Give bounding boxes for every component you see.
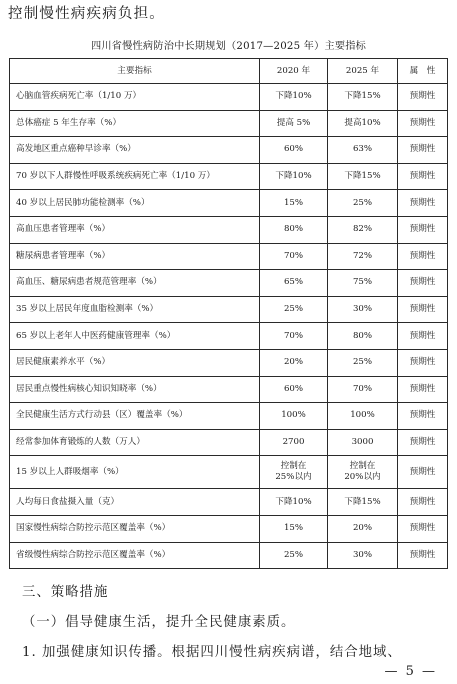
indicator-cell: 居民健康素养水平（%） [10,349,260,376]
table-row [10,137,448,164]
attribute-cell: 预期性 [398,270,448,297]
table-row [10,163,448,190]
attribute-cell: 预期性 [398,542,448,569]
indicator-cell: 省级慢性病综合防控示范区覆盖率（%） [10,542,260,569]
value-2025-cell: 25% [328,190,398,217]
table-row [10,403,448,430]
value-2025-cell: 3000 [328,429,398,456]
table-row [10,84,448,111]
table-row [10,243,448,270]
value-2025-cell: 20% [328,515,398,542]
value-2020-cell: 60% [260,137,328,164]
value-2020-cell: 80% [260,216,328,243]
attribute-cell: 预期性 [398,403,448,430]
indicator-cell: 高血压患者管理率（%） [10,216,260,243]
indicator-cell: 全民健康生活方式行动县（区）覆盖率（%） [10,403,260,430]
attribute-cell: 预期性 [398,163,448,190]
attribute-cell: 预期性 [398,137,448,164]
value-2025-cell: 70% [328,376,398,403]
table-row [10,456,448,489]
table-row [10,216,448,243]
value-2020-cell: 下降10% [260,84,328,111]
attribute-cell: 预期性 [398,296,448,323]
value-2025-cell: 提高10% [328,110,398,137]
indicator-cell: 经常参加体育锻炼的人数（万人） [10,429,260,456]
attribute-cell: 预期性 [398,190,448,217]
table-header-row [10,59,448,84]
value-2020-cell: 15% [260,515,328,542]
indicator-cell: 糖尿病患者管理率（%） [10,243,260,270]
value-2025-cell [328,456,398,489]
indicator-cell: 70 岁以下人群慢性呼吸系统疾病死亡率（1/10 万） [10,163,260,190]
value-2025-cell: 72% [328,243,398,270]
value-2020-cell: 70% [260,243,328,270]
page-number: — 5 — [384,664,437,679]
section-heading: 三、策略措施 [22,585,109,600]
table-row [10,190,448,217]
table-row [10,515,448,542]
value-2020-cell: 25% [260,296,328,323]
attribute-cell: 预期性 [398,323,448,350]
value-2020-cell: 25% [260,542,328,569]
value-2020-cell: 100% [260,403,328,430]
attribute-cell: 预期性 [398,349,448,376]
value-2025-cell: 下降15% [328,84,398,111]
value-2020-cell: 70% [260,323,328,350]
value-2025-cell: 下降15% [328,163,398,190]
indicators-table [9,58,448,569]
value-2020-cell: 20% [260,349,328,376]
indicator-cell: 人均每日食盐摄入量（克） [10,489,260,516]
header-2025: 2025 年 [328,59,398,84]
attribute-cell: 预期性 [398,456,448,489]
value-2020-line-2: 25%以内 [275,472,312,483]
header-attribute: 属 性 [398,59,448,84]
attribute-cell: 预期性 [398,84,448,111]
value-2025-cell: 80% [328,323,398,350]
intro-text: 控制慢性病疾病负担。 [8,6,165,22]
table-row [10,296,448,323]
indicator-cell: 心脑血管疾病死亡率（1/10 万） [10,84,260,111]
attribute-cell: 预期性 [398,489,448,516]
indicator-cell: 35 岁以上居民年度血脂检测率（%） [10,296,260,323]
value-2025-cell: 30% [328,542,398,569]
value-2020-cell: 下降10% [260,163,328,190]
subsection-heading: （一）倡导健康生活，提升全民健康素质。 [22,615,296,630]
table-row [10,489,448,516]
value-2020-cell: 2700 [260,429,328,456]
value-2025-cell: 下降15% [328,489,398,516]
value-2025-line-1: 控制在 [349,461,376,472]
table-row [10,376,448,403]
value-2020-cell [260,456,328,489]
table-row [10,323,448,350]
value-2020-line-1: 控制在 [280,461,307,472]
value-2020-cell: 提高 5% [260,110,328,137]
indicator-cell: 居民重点慢性病核心知识知晓率（%） [10,376,260,403]
attribute-cell: 预期性 [398,243,448,270]
table-title: 四川省慢性病防治中长期规划（2017—2025 年）主要指标 [90,41,367,52]
value-2025-cell: 100% [328,403,398,430]
table-row [10,270,448,297]
value-2020-cell: 下降10% [260,489,328,516]
body-text: 1. 加强健康知识传播。根据四川慢性病疾病谱，结合地域、 [22,645,402,660]
value-2020-cell: 65% [260,270,328,297]
value-2020-cell: 60% [260,376,328,403]
indicator-cell: 40 岁以上居民肺功能检测率（%） [10,190,260,217]
header-indicator: 主要指标 [10,59,260,84]
table-row [10,110,448,137]
value-2025-line-2: 20%以内 [344,472,381,483]
value-2025-cell: 82% [328,216,398,243]
value-2020-cell: 15% [260,190,328,217]
indicator-cell: 国家慢性病综合防控示范区覆盖率（%） [10,515,260,542]
table-row [10,542,448,569]
attribute-cell: 预期性 [398,515,448,542]
indicator-cell: 高发地区重点癌种早诊率（%） [10,137,260,164]
attribute-cell: 预期性 [398,376,448,403]
indicator-cell: 65 岁以上老年人中医药健康管理率（%） [10,323,260,350]
attribute-cell: 预期性 [398,216,448,243]
attribute-cell: 预期性 [398,429,448,456]
value-2025-cell: 25% [328,349,398,376]
header-2020: 2020 年 [260,59,328,84]
attribute-cell: 预期性 [398,110,448,137]
indicator-cell: 15 岁以上人群吸烟率（%） [10,456,260,489]
value-2025-cell: 63% [328,137,398,164]
table-row [10,349,448,376]
table-row [10,429,448,456]
indicator-cell: 高血压、糖尿病患者规范管理率（%） [10,270,260,297]
value-2025-cell: 30% [328,296,398,323]
indicator-cell: 总体癌症 5 年生存率（%） [10,110,260,137]
value-2025-cell: 75% [328,270,398,297]
